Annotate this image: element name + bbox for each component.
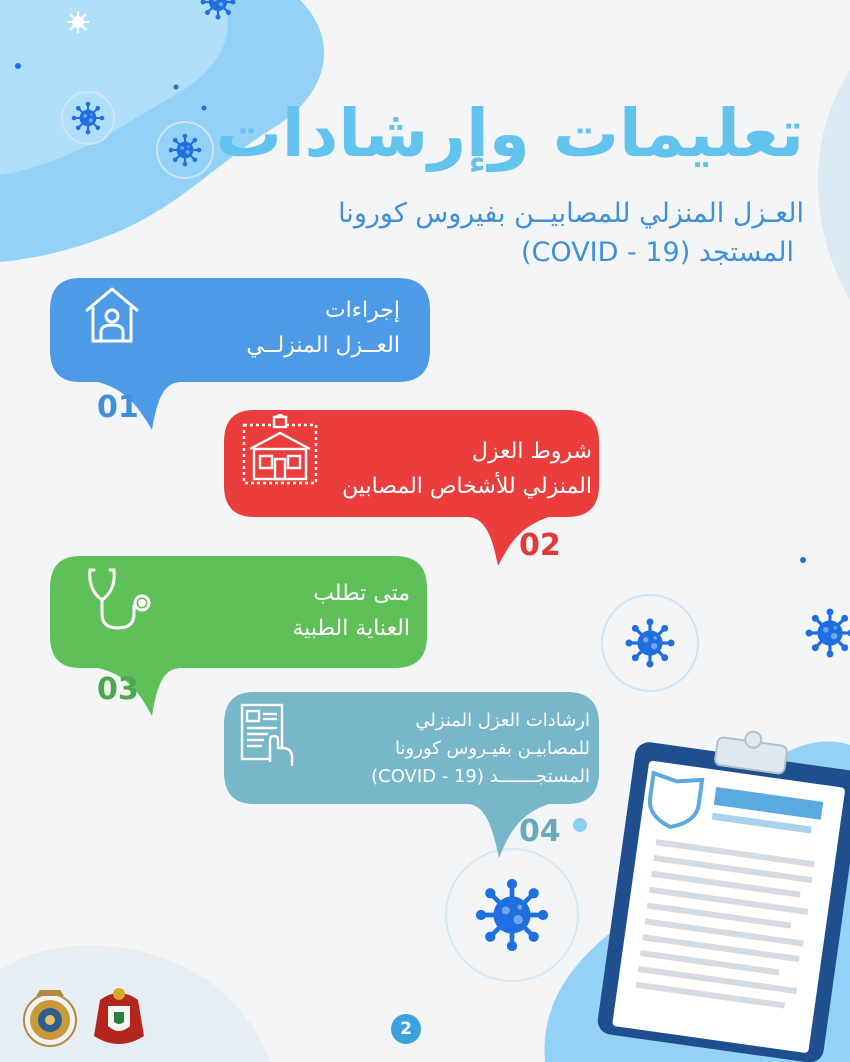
subtitle-line-1: العـزل المنزلي للمصابيــن بفيروس كورونا	[338, 198, 804, 229]
step-1-line-2: العــزل المنزلــي	[246, 333, 400, 359]
subtitle-line-2: المستجد (COVID - 19)	[521, 237, 794, 269]
locked-house-icon	[240, 413, 320, 487]
step-1-card	[246, 293, 400, 363]
document-hand-icon	[238, 702, 298, 768]
step-4-line-3: المستجـــــــد (COVID - 19)	[371, 765, 590, 787]
step-2-line-1: شروط العزل	[471, 439, 592, 464]
crest-seal-logo	[22, 988, 78, 1048]
step-2-number: 02	[519, 528, 561, 563]
step-2-line-2: المنزلي للأشخاص المصابين	[342, 474, 592, 500]
clipboard-illustration	[596, 716, 850, 1062]
step-4-number: 04	[519, 814, 561, 849]
step-4-card	[371, 707, 590, 791]
step-3-line-2: العناية الطبية	[292, 616, 410, 642]
step-1-number: 01	[97, 390, 139, 425]
page-title: تعليمات وإرشادات	[215, 95, 804, 172]
step-1-line-1: إجراءات	[324, 298, 400, 323]
step-4-line-2: للمصابيـن بفيـروس كورونا	[395, 737, 590, 759]
step-4-line-1: ارشادات العزل المنزلي	[415, 710, 590, 731]
page-subtitle	[338, 194, 804, 272]
page-number-badge: 2	[391, 1014, 421, 1044]
stethoscope-icon	[84, 566, 162, 634]
house-person-icon	[80, 283, 144, 347]
step-3-line-1: متى تطلب	[313, 581, 410, 606]
step-3-card	[292, 576, 410, 646]
step-2-card	[342, 434, 592, 504]
coat-of-arms-logo	[90, 986, 148, 1050]
step-3-number: 03	[97, 672, 139, 707]
